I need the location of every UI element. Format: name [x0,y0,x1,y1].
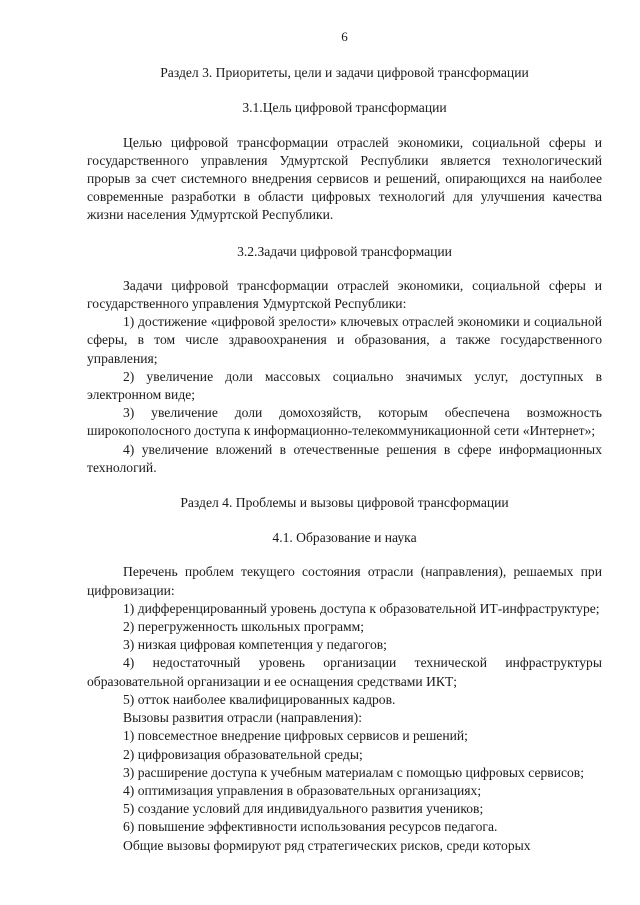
list-item: 6) повышение эффективности использования ресурсов педагога. [123,819,498,835]
list-item: 4) увеличение вложений в отечественные решения в сфере информационных технологий. [87,441,602,475]
section-3-2-heading: 3.2.Задачи цифровой трансформации [237,243,452,259]
section-4-heading: Раздел 4. Проблемы и вызовы цифровой трансформации [180,495,509,511]
section-3-heading: Раздел 3. Приоритеты, цели и задачи цифровой трансформации [160,65,529,81]
section-3-1-paragraph: Целью цифровой трансформации отраслей экономики, социальной сферы и государственного управления Удмуртской Республики является технологический прорыв за счет системного внедрения сервисов и решений, опирающихся на наиболее современные разработки в области цифровых технологий для улучшения качества жизни населения Удмуртской Республики. [87,134,602,223]
list-item: 3) низкая цифровая компетенция у педагогов; [123,637,387,653]
problems-intro: Перечень проблем текущего состояния отрасли (направления), решаемых при цифровизации: [87,564,602,598]
list-item: 1) достижение «цифровой зрелости» ключевых отраслей экономики и социальной сферы, в том числе здравоохранения и образования, а также государственного управления; [87,314,602,366]
list-item: 5) создание условий для индивидуального развития учеников; [123,801,484,817]
section-4-1-heading: 4.1. Образование и наука [272,530,417,546]
list-item: 4) недостаточный уровень организации технической инфраструктуры образовательной организации и ее оснащения средствами ИКТ; [87,655,602,689]
list-item: 2) перегруженность школьных программ; [123,619,365,635]
section-3-2-intro: Задачи цифровой трансформации отраслей экономики, социальной сферы и государственного управления Удмуртской Республики: [87,277,602,312]
section-3-1-heading: 3.1.Цель цифровой трансформации [242,100,447,116]
list-item: 2) увеличение доли массовых социально значимых услуг, доступных в электронном виде; [87,368,602,403]
closing-paragraph: Общие вызовы формируют ряд стратегических рисков, среди которых [123,837,531,853]
list-item: 1) дифференцированный уровень доступа к образовательной ИТ-инфраструктуре; [123,600,600,616]
challenges-intro: Вызовы развития отрасли (направления): [123,710,362,726]
list-item: 5) отток наиболее квалифицированных кадров. [123,691,396,707]
list-item: 1) повсеместное внедрение цифровых сервисов и решений; [123,728,468,744]
list-item: 3) увеличение доли домохозяйств, которым обеспечена возможность широкополосного доступа к информационно-телекоммуникационной сети «Интернет»; [87,405,602,439]
list-item: 2) цифровизация образовательной среды; [123,746,363,762]
list-item: 3) расширение доступа к учебным материалам с помощью цифровых сервисов; [123,764,585,780]
page-number: 6 [341,29,348,44]
list-item: 4) оптимизация управления в образовательных организациях; [123,782,482,798]
document-page [87,28,602,855]
